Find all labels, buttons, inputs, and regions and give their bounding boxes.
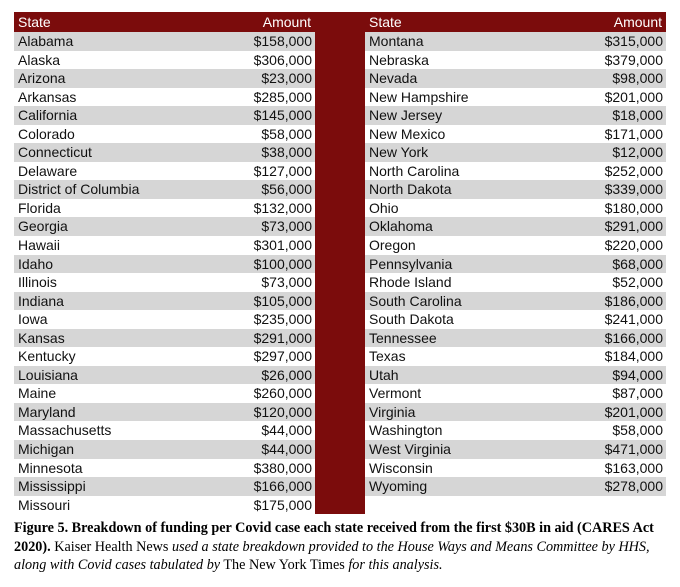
- amount-cell: $471,000: [604, 441, 663, 458]
- state-cell: North Carolina: [369, 162, 460, 179]
- table-row: [14, 347, 315, 366]
- amount-cell: $120,000: [253, 403, 312, 420]
- table-row: [365, 403, 666, 422]
- state-cell: South Dakota: [369, 311, 454, 328]
- table-row: [14, 440, 315, 459]
- state-cell: Wisconsin: [369, 459, 433, 476]
- table-left-column: [14, 12, 315, 514]
- amount-cell: $291,000: [604, 218, 663, 235]
- table-row: [365, 69, 666, 88]
- table-row: [14, 384, 315, 403]
- table-row: [14, 459, 315, 478]
- amount-cell: $73,000: [261, 274, 312, 291]
- table-row: [14, 366, 315, 385]
- amount-cell: $58,000: [261, 125, 312, 142]
- amount-cell: $18,000: [612, 107, 663, 124]
- amount-column-header: Amount: [262, 14, 311, 30]
- amount-cell: $306,000: [253, 51, 312, 68]
- amount-cell: $166,000: [253, 478, 312, 495]
- amount-cell: $68,000: [612, 255, 663, 272]
- amount-cell: $44,000: [261, 422, 312, 439]
- amount-cell: $166,000: [604, 329, 663, 346]
- funding-table: [14, 12, 666, 514]
- table-row: [14, 106, 315, 125]
- table-row: [14, 403, 315, 422]
- amount-cell: $315,000: [604, 33, 663, 49]
- state-cell: Ohio: [369, 199, 399, 216]
- table-row: [14, 125, 315, 144]
- table-row: [365, 143, 666, 162]
- amount-cell: $220,000: [604, 237, 663, 254]
- state-cell: Maine: [18, 385, 57, 402]
- table-row: [365, 88, 666, 107]
- table-row: [365, 273, 666, 292]
- amount-cell: $241,000: [604, 311, 663, 328]
- state-cell: Arizona: [18, 70, 66, 87]
- amount-cell: $38,000: [261, 144, 312, 161]
- table-row: [14, 180, 315, 199]
- amount-cell: $73,000: [261, 218, 312, 235]
- amount-cell: $180,000: [604, 199, 663, 216]
- table-row: [14, 273, 315, 292]
- table-row: [365, 477, 666, 496]
- amount-cell: $175,000: [253, 496, 312, 513]
- amount-cell: $252,000: [604, 162, 663, 179]
- table-row: [365, 459, 666, 478]
- state-cell: Pennsylvania: [369, 255, 453, 272]
- state-cell: Alabama: [18, 33, 74, 49]
- table-row: [14, 496, 315, 515]
- table-row: [14, 217, 315, 236]
- table-row: [365, 106, 666, 125]
- column-divider-bar: [315, 12, 365, 514]
- state-cell: California: [18, 107, 78, 124]
- state-cell: Hawaii: [18, 237, 61, 254]
- amount-cell: $158,000: [253, 33, 312, 49]
- amount-cell: $94,000: [612, 366, 663, 383]
- table-header-left: [14, 12, 315, 32]
- state-cell: West Virginia: [369, 441, 451, 458]
- amount-cell: $297,000: [253, 348, 312, 365]
- state-cell: Indiana: [18, 292, 64, 309]
- table-row: [14, 477, 315, 496]
- amount-cell: $132,000: [253, 199, 312, 216]
- state-cell: Wyoming: [369, 478, 428, 495]
- amount-cell: $44,000: [261, 441, 312, 458]
- state-column-header: State: [369, 14, 402, 30]
- state-cell: South Carolina: [369, 292, 462, 309]
- table-row: [365, 199, 666, 218]
- table-row: [14, 255, 315, 274]
- amount-cell: $291,000: [253, 329, 312, 346]
- table-right-column: [365, 12, 666, 514]
- table-row: [365, 366, 666, 385]
- amount-cell: $52,000: [612, 274, 663, 291]
- amount-cell: $58,000: [612, 422, 663, 439]
- amount-cell: $235,000: [253, 311, 312, 328]
- amount-cell: $380,000: [253, 459, 312, 476]
- table-row: [365, 421, 666, 440]
- state-cell: Montana: [369, 33, 424, 49]
- table-row: [14, 199, 315, 218]
- amount-cell: $12,000: [612, 144, 663, 161]
- state-cell: Colorado: [18, 125, 75, 142]
- state-cell: Mississippi: [18, 478, 86, 495]
- table-row: [14, 236, 315, 255]
- table-row: [365, 180, 666, 199]
- table-row: [14, 32, 315, 51]
- state-cell: Massachusetts: [18, 422, 112, 439]
- state-cell: Arkansas: [18, 88, 77, 105]
- right-rows: [365, 32, 666, 514]
- amount-cell: $56,000: [261, 181, 312, 198]
- state-column-header: State: [18, 14, 51, 30]
- table-header-right: [365, 12, 666, 32]
- table-row: [14, 329, 315, 348]
- amount-cell: $379,000: [604, 51, 663, 68]
- table-row: [14, 69, 315, 88]
- table-row: [14, 292, 315, 311]
- amount-cell: $145,000: [253, 107, 312, 124]
- state-cell: Florida: [18, 199, 61, 216]
- state-cell: Rhode Island: [369, 274, 452, 291]
- left-rows: [14, 32, 315, 514]
- state-cell: Vermont: [369, 385, 422, 402]
- state-cell: Michigan: [18, 441, 75, 458]
- caption-text: Kaiser Health News: [50, 538, 172, 555]
- table-row: [14, 51, 315, 70]
- table-row: [365, 51, 666, 70]
- table-row: [14, 143, 315, 162]
- amount-cell: $201,000: [604, 403, 663, 420]
- state-cell: Minnesota: [18, 459, 83, 476]
- table-row: [365, 217, 666, 236]
- state-cell: Iowa: [18, 311, 48, 328]
- amount-cell: $339,000: [604, 181, 663, 198]
- state-cell: Kansas: [18, 329, 65, 346]
- caption-title: Figure 5. Breakdown of funding per Covid case each state received from the first $30B in aid (CARES Act 2020).: [14, 520, 654, 555]
- amount-cell: $301,000: [253, 237, 312, 254]
- amount-cell: $105,000: [253, 292, 312, 309]
- state-cell: Alaska: [18, 51, 61, 68]
- table-row: [365, 32, 666, 51]
- state-cell: Idaho: [18, 255, 54, 272]
- state-cell: Georgia: [18, 218, 68, 235]
- amount-cell: $201,000: [604, 88, 663, 105]
- state-cell: Louisiana: [18, 366, 78, 383]
- state-cell: Washington: [369, 422, 443, 439]
- state-cell: New Mexico: [369, 125, 446, 142]
- table-row: [365, 440, 666, 459]
- state-cell: Oklahoma: [369, 218, 433, 235]
- state-cell: Utah: [369, 366, 399, 383]
- amount-cell: $100,000: [253, 255, 312, 272]
- table-row: [365, 329, 666, 348]
- state-cell: Illinois: [18, 274, 57, 291]
- amount-cell: $26,000: [261, 366, 312, 383]
- amount-cell: $163,000: [604, 459, 663, 476]
- state-cell: New York: [369, 144, 429, 161]
- table-row: [365, 236, 666, 255]
- state-cell: District of Columbia: [18, 181, 140, 198]
- state-cell: Tennessee: [369, 329, 437, 346]
- table-row: [14, 88, 315, 107]
- state-cell: New Jersey: [369, 107, 443, 124]
- table-row: [365, 292, 666, 311]
- amount-cell: $171,000: [604, 125, 663, 142]
- amount-cell: $186,000: [604, 292, 663, 309]
- state-cell: Maryland: [18, 403, 76, 420]
- state-cell: Oregon: [369, 237, 416, 254]
- table-row: [14, 310, 315, 329]
- state-cell: Nevada: [369, 70, 418, 87]
- table-row: [365, 496, 666, 515]
- caption-source: The New York Times: [220, 557, 349, 573]
- caption-italic-end: for this analysis.: [348, 557, 443, 573]
- table-row: [365, 162, 666, 181]
- table-row: [365, 310, 666, 329]
- state-cell: Nebraska: [369, 51, 429, 68]
- state-cell: Virginia: [369, 403, 416, 420]
- state-cell: Delaware: [18, 162, 78, 179]
- state-cell: Missouri: [18, 496, 71, 513]
- table-row: [365, 125, 666, 144]
- amount-cell: $278,000: [604, 478, 663, 495]
- amount-cell: $184,000: [604, 348, 663, 365]
- state-cell: Texas: [369, 348, 406, 365]
- figure-caption: [14, 519, 670, 575]
- state-cell: Connecticut: [18, 144, 92, 161]
- caption-italic-text: used a state breakdown provided to the House Ways and Means Committee by HHS, along with Covid cases tabulated by: [14, 538, 650, 573]
- table-row: [365, 384, 666, 403]
- amount-cell: $98,000: [612, 70, 663, 87]
- amount-cell: $87,000: [612, 385, 663, 402]
- table-row: [365, 347, 666, 366]
- amount-cell: $260,000: [253, 385, 312, 402]
- table-row: [365, 255, 666, 274]
- amount-cell: $285,000: [253, 88, 312, 105]
- table-row: [14, 162, 315, 181]
- state-cell: Kentucky: [18, 348, 76, 365]
- amount-cell: $127,000: [253, 162, 312, 179]
- amount-column-header: Amount: [613, 14, 662, 30]
- state-cell: North Dakota: [369, 181, 452, 198]
- state-cell: New Hampshire: [369, 88, 469, 105]
- amount-cell: $23,000: [261, 70, 312, 87]
- table-row: [14, 421, 315, 440]
